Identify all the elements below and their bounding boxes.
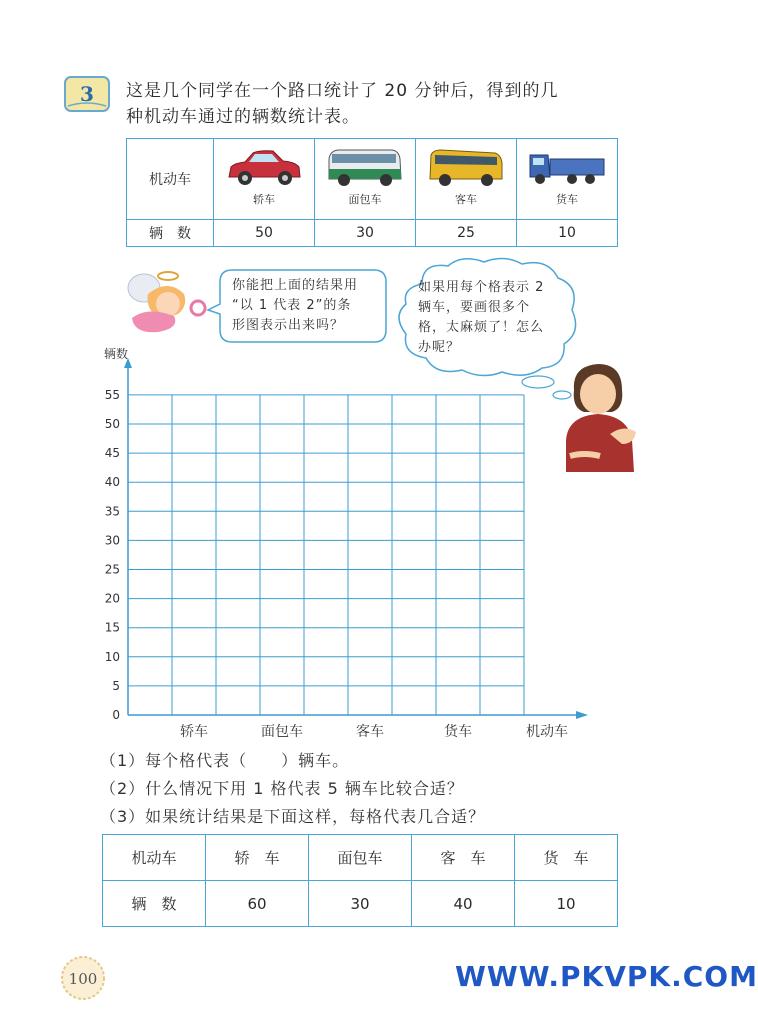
table1-row-label: 辆 数	[127, 220, 214, 247]
thought-bubble-line: 辆车，要画很多个	[418, 300, 531, 315]
count-cell: 30	[315, 220, 416, 247]
y-tick-label: 35	[104, 504, 120, 519]
y-tick-label: 10	[104, 649, 120, 664]
table2-col-name: 货 车	[515, 835, 618, 881]
vehicle-name: 货车	[556, 193, 578, 206]
bus-icon	[427, 145, 505, 191]
x-axis-arrow-icon	[576, 711, 588, 719]
speech-bubble-left-text	[232, 276, 358, 336]
table2-count: 40	[412, 881, 515, 927]
vehicle-name: 轿车	[253, 193, 275, 206]
count-cell: 10	[517, 220, 618, 247]
vehicle-cell-van	[315, 139, 416, 220]
table2-col-name: 面包车	[309, 835, 412, 881]
vehicle-count-table	[126, 138, 618, 247]
table2-row-label: 辆 数	[103, 881, 206, 927]
chart-axes	[124, 358, 588, 719]
y-tick-label: 0	[112, 708, 120, 722]
y-tick-label: 5	[112, 678, 120, 693]
table2-count: 10	[515, 881, 618, 927]
page-number-badge	[60, 955, 106, 1001]
vehicle-name: 客车	[455, 193, 477, 206]
question-2: （2）什么情况下用 1 格代表 5 辆车比较合适？	[100, 779, 464, 798]
y-axis-label: 辆数	[104, 347, 129, 361]
bar-chart-grid	[96, 340, 616, 740]
x-category-label: 货车	[444, 724, 472, 740]
table2-col-name: 轿 车	[206, 835, 309, 881]
x-category-label: 面包车	[261, 724, 303, 740]
table2-col-name: 客 车	[412, 835, 515, 881]
truck-icon	[528, 145, 606, 191]
speech-bubble-line: “以 1 代表 2”的条	[232, 298, 352, 313]
problem-number: 3	[80, 82, 94, 106]
y-tick-label: 30	[104, 533, 120, 548]
table2-count: 30	[309, 881, 412, 927]
y-tick-label: 55	[104, 387, 120, 402]
count-cell: 50	[214, 220, 315, 247]
second-vehicle-table	[102, 834, 618, 927]
vehicle-name: 面包车	[348, 193, 382, 206]
thought-bubble-line: 办呢？	[418, 340, 461, 355]
problem-number-badge	[64, 76, 110, 112]
question-1: （1）每个格代表（ ）辆车。	[100, 751, 350, 770]
chart-x-labels	[180, 723, 472, 740]
y-tick-label: 25	[104, 562, 120, 577]
y-tick-label: 40	[104, 475, 120, 490]
table1-header-label: 机动车	[127, 139, 214, 220]
y-tick-label: 45	[104, 446, 120, 461]
table2-count: 60	[206, 881, 309, 927]
table2-header-label: 机动车	[103, 835, 206, 881]
speech-bubble-line: 你能把上面的结果用	[232, 278, 359, 293]
table-row	[127, 220, 618, 247]
problem-text-line1: 这是几个同学在一个路口统计了 20 分钟后，得到的几	[126, 81, 559, 101]
speech-bubble-line: 形图表示出来吗？	[232, 318, 345, 333]
x-category-label: 轿车	[180, 724, 208, 740]
table-row	[103, 835, 618, 881]
count-cell: 25	[416, 220, 517, 247]
table-row	[127, 139, 618, 220]
car-icon	[225, 145, 303, 191]
y-tick-label: 20	[104, 591, 120, 606]
vehicle-cell-car	[214, 139, 315, 220]
problem-text	[126, 78, 626, 130]
y-tick-label: 50	[104, 417, 120, 431]
angel-character-illustration	[118, 266, 210, 340]
page-number: 100	[68, 970, 98, 988]
x-axis-label: 机动车	[526, 724, 568, 740]
problem-text-line2: 种机动车通过的辆数统计表。	[126, 107, 360, 127]
thought-bubble-line: 格，太麻烦了！怎么	[418, 320, 545, 335]
watermark: WWW.PKVPK.COM	[455, 960, 758, 993]
thought-bubble-line: 如果用每个格表示 2	[418, 280, 545, 295]
y-tick-label: 15	[104, 620, 120, 635]
vehicle-cell-bus	[416, 139, 517, 220]
van-icon	[326, 145, 404, 191]
chart-y-ticks	[105, 388, 120, 722]
question-3: （3）如果统计结果是下面这样，每格代表几合适？	[100, 807, 486, 826]
x-category-label: 客车	[356, 724, 384, 740]
vehicle-cell-truck	[517, 139, 618, 220]
table-row	[103, 881, 618, 927]
chart-grid-lines	[128, 395, 524, 715]
